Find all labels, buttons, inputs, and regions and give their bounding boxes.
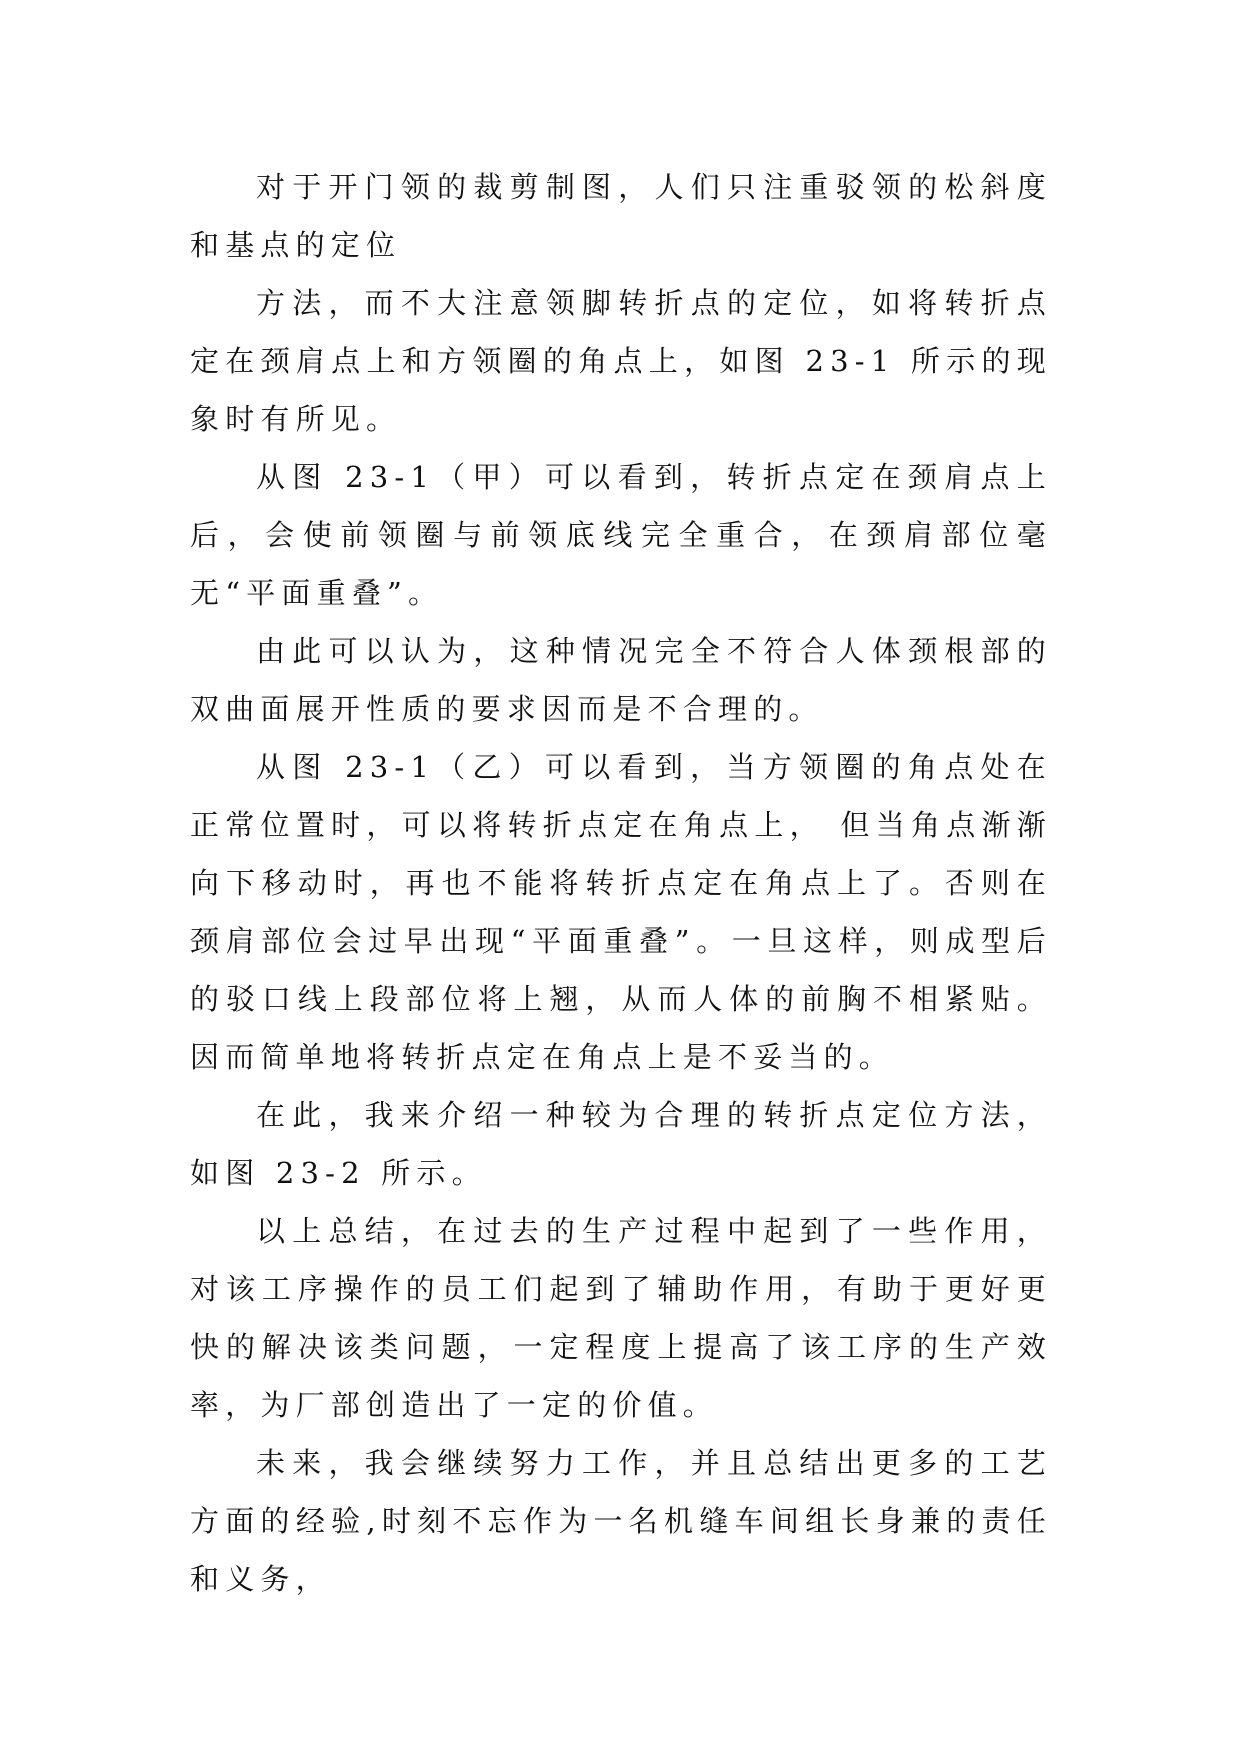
paragraph-6: 在此，我来介绍一种较为合理的转折点定位方法，如图 23-2 所示。: [190, 1098, 1052, 1190]
paragraph-2: 方法，而不大注意领脚转折点的定位，如将转折点定在颈肩点上和方领圈的角点上，如图 23-1 所示的现象时有所见。: [190, 286, 1052, 436]
paragraph-8: 未来，我会继续努力工作，并且总结出更多的工艺方面的经验,时刻不忘作为一名机缝车间组长身兼的责任和义务，: [190, 1446, 1052, 1596]
paragraph-3: 从图 23-1（甲）可以看到，转折点定在颈肩点上后，会使前领圈与前领底线完全重合，在颈肩部位毫无“平面重叠”。: [190, 460, 1052, 610]
paragraph-7: 以上总结，在过去的生产过程中起到了一些作用，对该工序操作的员工们起到了辅助作用，有助于更好更快的解决该类问题，一定程度上提高了该工序的生产效率，为厂部创造出了一定的价值。: [190, 1214, 1052, 1422]
paragraph-5: 从图 23-1（乙）可以看到，当方领圈的角点处在正常位置时，可以将转折点定在角点上， 但当角点渐渐向下移动时，再也不能将转折点定在角点上了。否则在颈肩部位会过早出现“平面重叠”。一旦这样，则成型后的驳口线上段部位将上翘，从而人体的前胸不相紧贴。因而简单地将转折点定在角点上是不妥当的。: [190, 750, 1052, 1074]
paragraph-4: 由此可以认为，这种情况完全不符合人体颈根部的双曲面展开性质的要求因而是不合理的。: [190, 634, 1052, 726]
document-body: [190, 158, 1052, 1608]
paragraph-1: 对于开门领的裁剪制图，人们只注重驳领的松斜度和基点的定位: [190, 170, 1052, 262]
